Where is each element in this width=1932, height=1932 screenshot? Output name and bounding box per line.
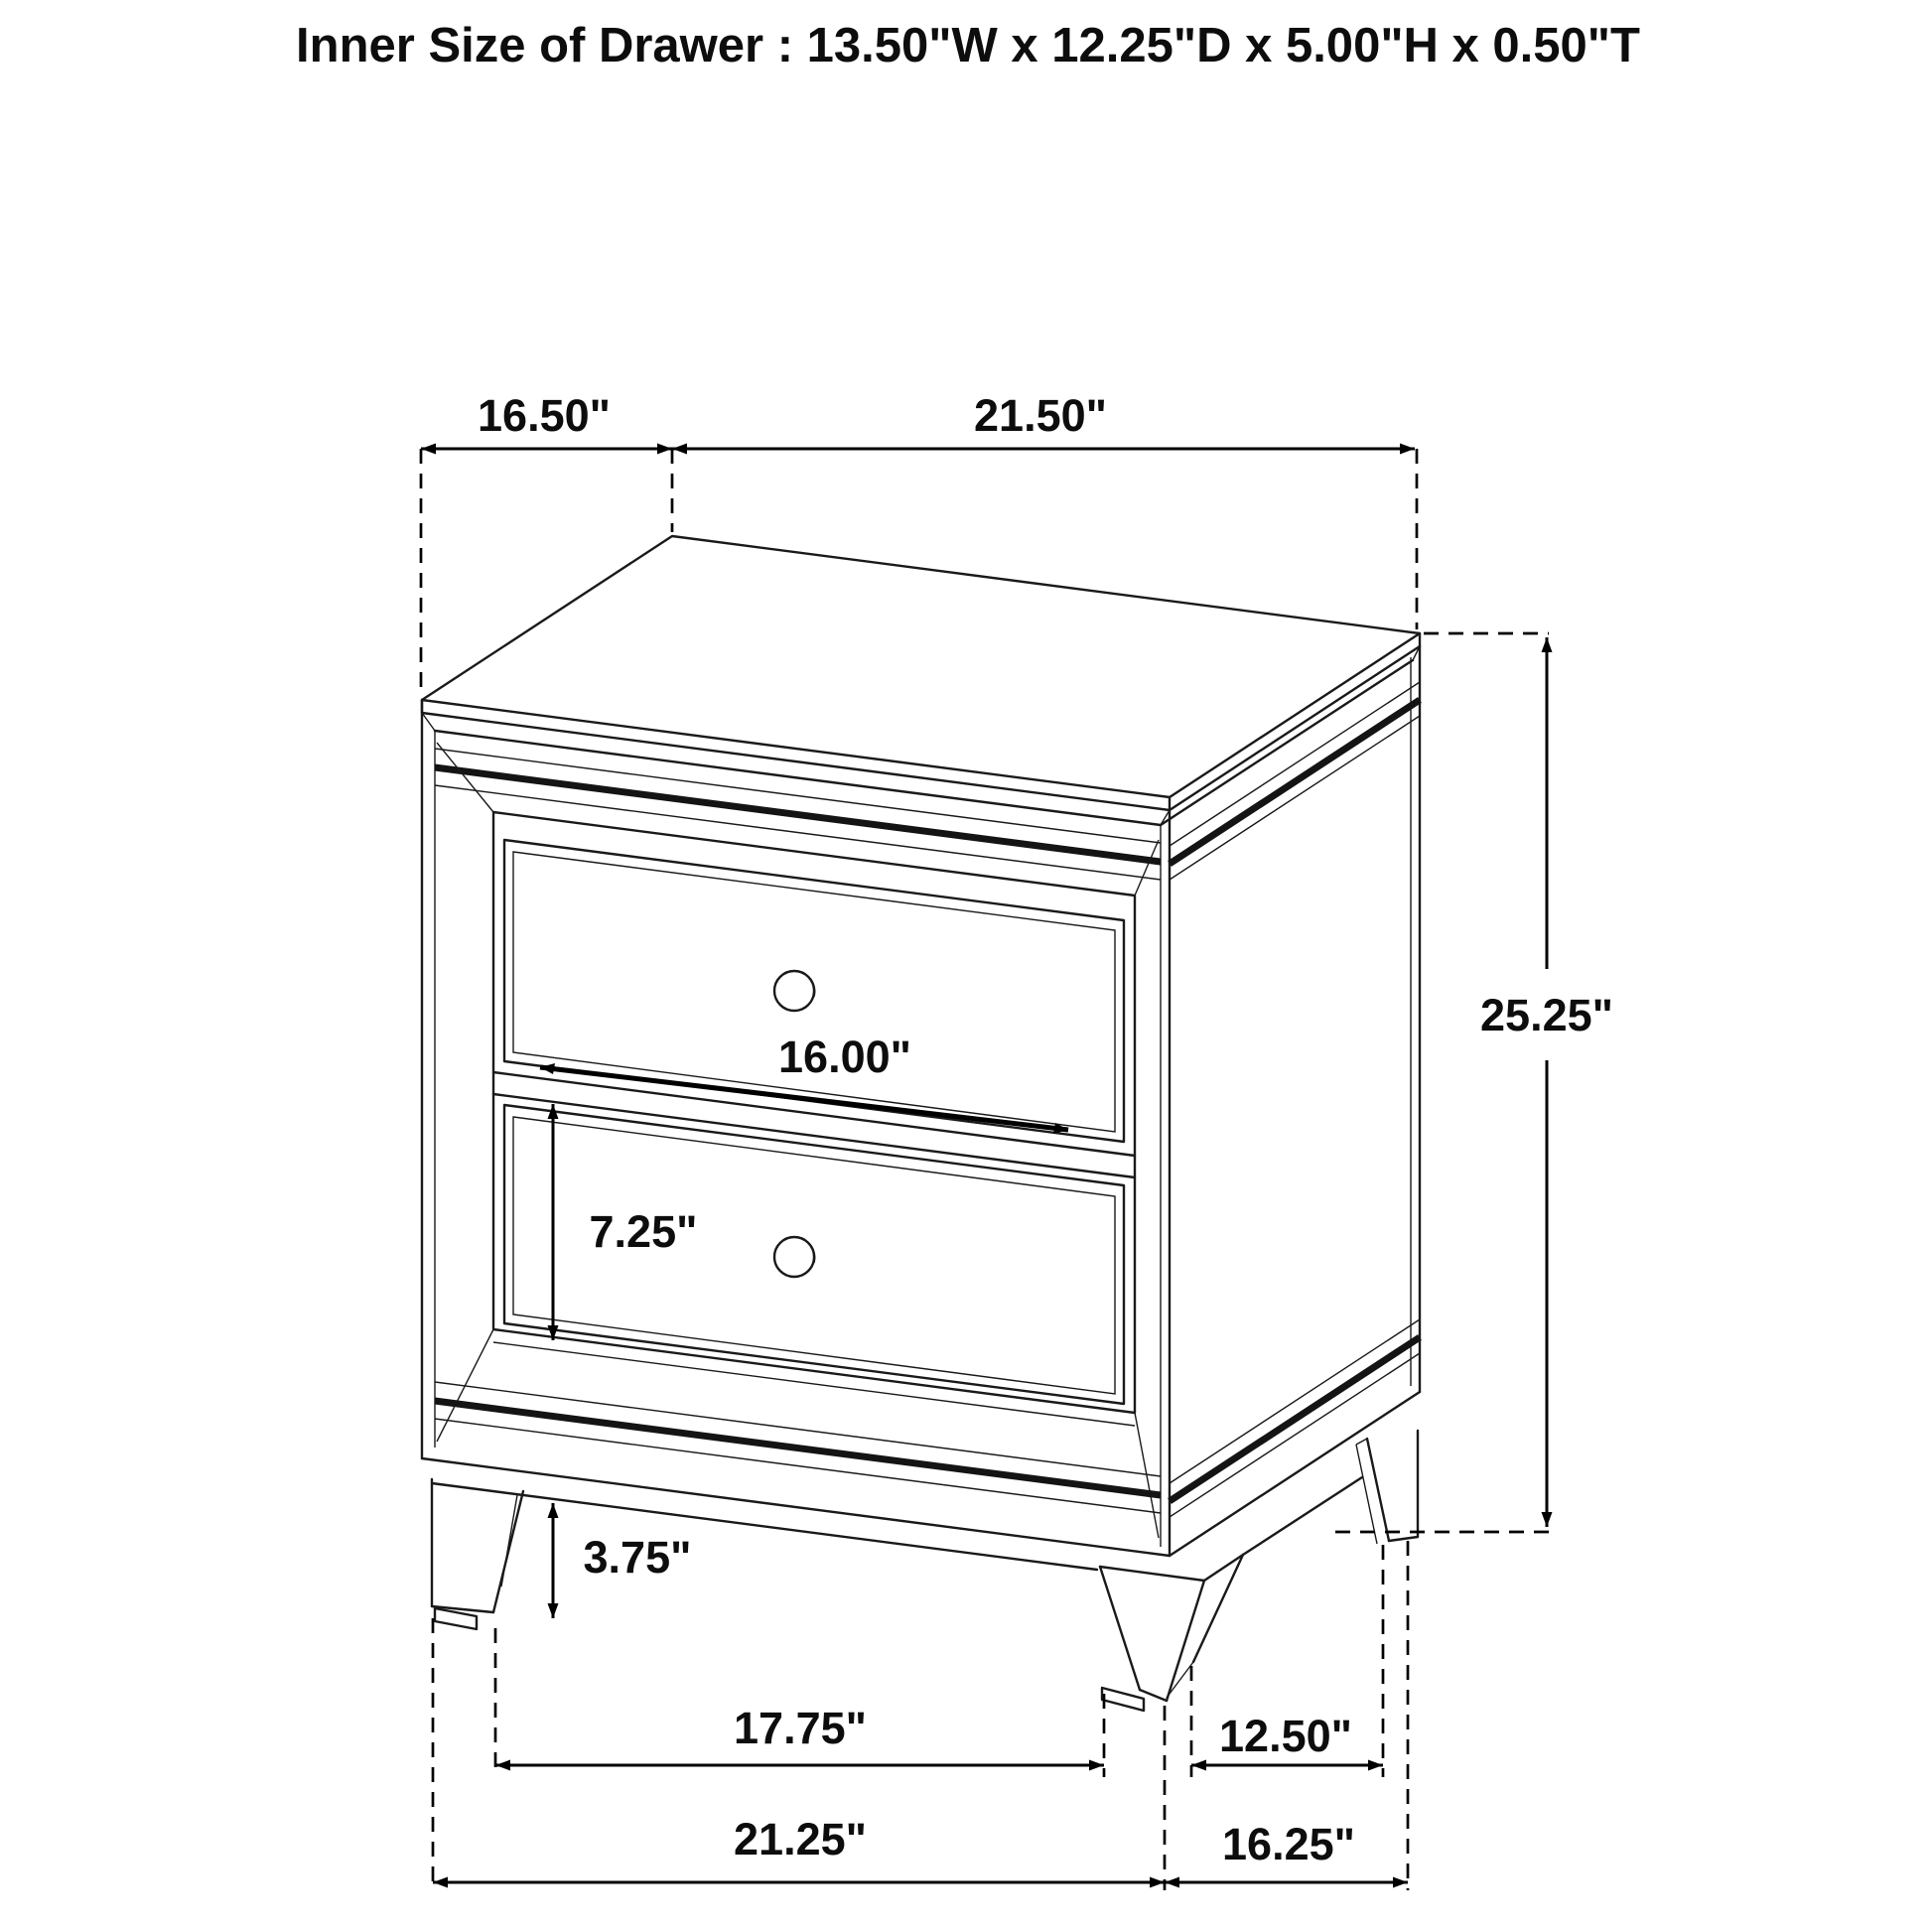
- dim-label-leg-height: 3.75": [583, 1532, 692, 1583]
- nightstand-drawing: [422, 536, 1420, 1711]
- dim-label-drawer-inner-width: 16.00": [778, 1032, 911, 1082]
- top-surface: [422, 536, 1420, 825]
- base-and-legs: [432, 1431, 1418, 1711]
- dimension-drawer-inner-width: [540, 1032, 1068, 1134]
- dim-label-top-width: 21.50": [974, 390, 1107, 441]
- dim-label-side-overall-depth: 16.25": [1222, 1819, 1355, 1869]
- dimension-leg-height: [548, 1503, 692, 1618]
- dimension-drawer-face-height: [548, 1104, 698, 1340]
- dim-label-side-leg-inner-span: 12.50": [1219, 1711, 1352, 1761]
- side-apron: [1243, 1477, 1362, 1555]
- dimension-side-overall-depth: [1165, 1819, 1408, 1888]
- diagram-title: Inner Size of Drawer : 13.50"W x 12.25"D x 5.00"H x 0.50"T: [296, 19, 1640, 72]
- front-right-leg: [1100, 1555, 1243, 1711]
- drawer-opening: [493, 812, 1135, 1413]
- dim-label-overall-height: 25.25": [1480, 990, 1613, 1040]
- drawer-upper: [504, 840, 1124, 1142]
- dim-label-front-overall-width: 21.25": [734, 1814, 867, 1864]
- dim-label-drawer-face-height: 7.25": [589, 1206, 698, 1257]
- dim-label-front-leg-inner-span: 17.75": [734, 1703, 867, 1753]
- top-panel: [422, 536, 1420, 797]
- dimension-front-leg-inner-span: [495, 1703, 1104, 1771]
- front-apron: [432, 1483, 1097, 1570]
- back-right-leg: [1356, 1431, 1418, 1544]
- front-left-leg: [432, 1479, 523, 1629]
- dim-label-top-depth: 16.50": [478, 390, 611, 441]
- side-panel: [1170, 646, 1420, 1556]
- dimension-side-leg-inner-span: [1191, 1711, 1383, 1771]
- dimension-overall-height: [1335, 633, 1613, 1532]
- dimension-front-overall-width: [433, 1814, 1165, 1888]
